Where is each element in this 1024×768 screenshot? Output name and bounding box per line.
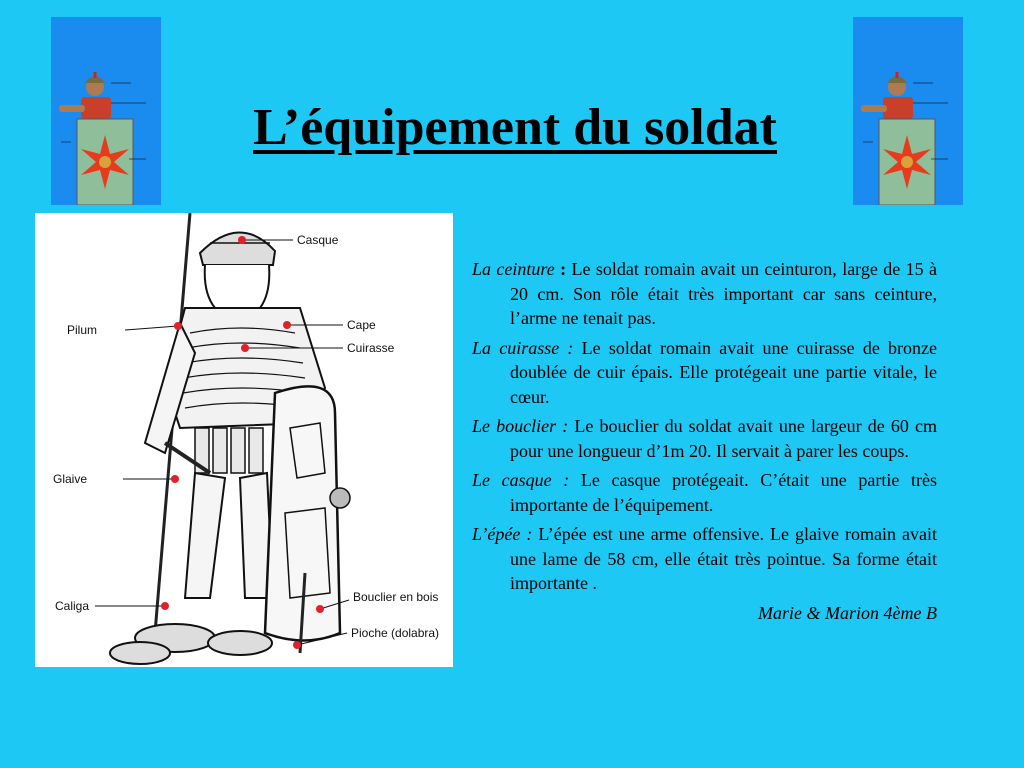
pioche-marker — [293, 641, 301, 649]
label-pilum: Pilum — [67, 323, 98, 337]
casque-marker — [238, 236, 246, 244]
caliga-marker — [161, 602, 169, 610]
label-casque: Casque — [297, 233, 339, 247]
helmet-shape — [200, 232, 275, 265]
paragraph-bouclier — [472, 414, 937, 463]
slide-title: L’équipement du soldat — [253, 99, 777, 156]
soldier-thumbnail-left — [51, 17, 161, 205]
term: La ceinture — [472, 259, 555, 279]
paragraph-body: Le soldat romain avait une cuirasse de bronze doublée de cuir épais. Elle protégeait une partie vitale, le cœur. — [510, 337, 938, 407]
paragraph-casque — [472, 468, 937, 517]
label-cuirasse: Cuirasse — [347, 341, 395, 355]
description-text — [472, 257, 937, 625]
label-caliga: Caliga — [55, 599, 90, 613]
soldier-thumbnail-right — [853, 17, 963, 205]
signature: Marie & Marion 4ème B — [758, 602, 937, 623]
separator — [573, 338, 581, 358]
paragraph-epee — [472, 522, 937, 596]
label-glaive: Glaive — [53, 472, 88, 486]
cape-marker — [283, 321, 291, 329]
paragraph-body: L’épée est une arme offensive. Le glaive romain avait une lame de 58 cm, elle était très pointue. Sa forme était importante . — [510, 524, 938, 593]
term: Le casque : — [472, 470, 570, 490]
separator — [569, 470, 581, 490]
label-bouclier: Bouclier en bois — [353, 590, 439, 604]
term: L’épée : — [472, 524, 533, 544]
bouclier-marker — [316, 605, 324, 613]
label-cape: Cape — [347, 318, 376, 332]
label-pioche: Pioche (dolabra) — [351, 626, 440, 640]
paragraph-body: Le bouclier du soldat avait une largeur de 60 cm pour une longueur d’1m 20. Il servait à parer les coups. — [510, 416, 938, 461]
pilum-marker — [174, 322, 182, 330]
glaive-marker — [171, 475, 179, 483]
legionary-illustration — [35, 213, 453, 667]
soldier-icon — [51, 17, 161, 205]
term: Le bouclier : — [472, 416, 569, 436]
paragraph-ceinture — [472, 257, 937, 331]
term: La cuirasse : — [472, 337, 574, 358]
paragraph-cuirasse — [472, 336, 937, 410]
legionary-diagram — [35, 213, 453, 667]
cuirasse-marker — [241, 344, 249, 352]
soldier-icon — [853, 17, 963, 205]
separator: : — [554, 259, 572, 279]
paragraph-body: Le soldat romain avait un ceinturon, large de 15 à 20 cm. Son rôle était très important car sans ceinture, l’arme ne tenait pas. — [510, 259, 937, 328]
paragraph-body: Le casque protégeait. C’était une partie très importante de l’équipement. — [510, 470, 938, 515]
